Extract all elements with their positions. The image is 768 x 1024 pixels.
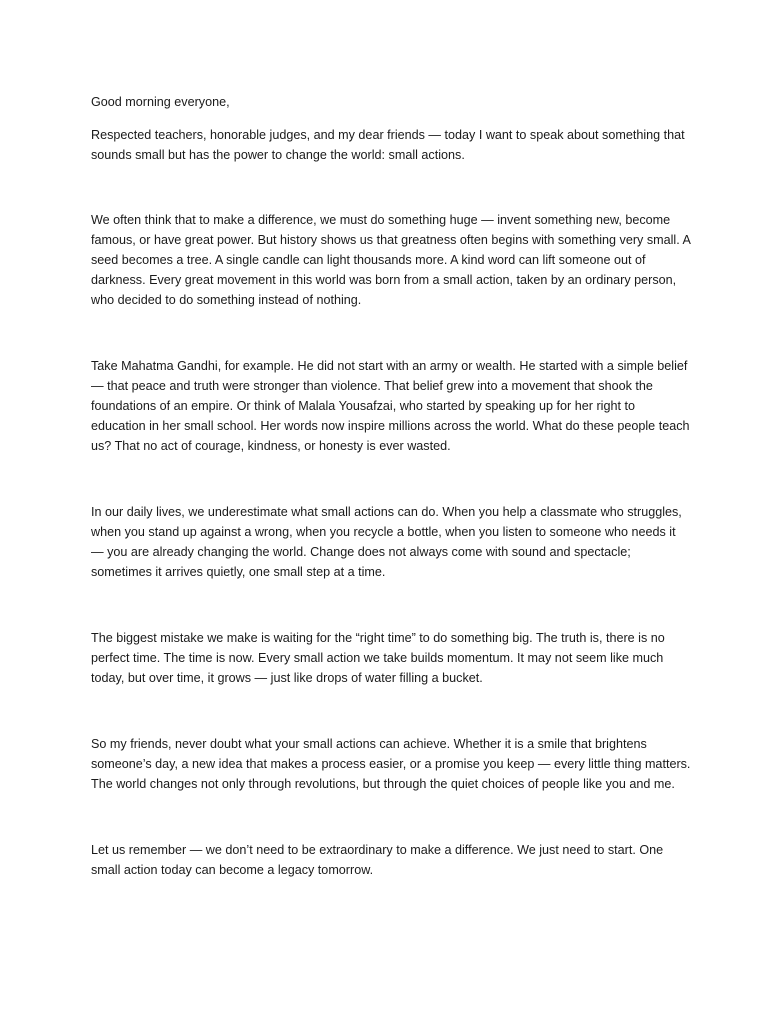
paragraph-examples: Take Mahatma Gandhi, for example. He did not start with an army or wealth. He started with a simple belief — that peace and truth were stronger than violence. That belief grew into a movement that shook the foundations of an empire. Or think of Malala Yousafzai, who started by speaking up for her right to education in her small school. Her words now inspire millions across the world. What do these people teach us? That no act of courage, kindness, or honesty is ever wasted. xyxy=(91,359,690,453)
paragraph-small-beginnings: We often think that to make a difference, we must do something huge — invent something new, become famous, or have great power. But history shows us that greatness often begins with something very small. A seed becomes a tree. A single candle can light thousands more. A kind word can lift someone out of darkness. Every great movement in this world was born from a small action, taken by an ordinary person, who decided to do something instead of nothing. xyxy=(91,213,691,307)
paragraph-never-doubt: So my friends, never doubt what your small actions can achieve. Whether it is a smile that brightens someone’s day, a new idea that makes a process easier, or a promise you keep — every little thing matters. The world changes not only through revolutions, but through the quiet choices of people like you and me. xyxy=(91,737,691,791)
paragraph-right-time: The biggest mistake we make is waiting for the “right time” to do something big. The truth is, there is no perfect time. The time is now. Every small action we take builds momentum. It may not seem like much today, but over time, it grows — just like drops of water filling a bucket. xyxy=(91,631,665,685)
paragraph-conclusion: Let us remember — we don’t need to be extraordinary to make a difference. We just need to start. One small action today can become a legacy tomorrow. xyxy=(91,843,664,877)
greeting-line: Good morning everyone, xyxy=(91,95,230,109)
document-body xyxy=(91,92,691,880)
paragraph-daily-lives: In our daily lives, we underestimate what small actions can do. When you help a classmate who struggles, when you stand up against a wrong, when you recycle a bottle, when you listen to someone who needs it — you are already changing the world. Change does not always come with sound and spectacle; sometimes it arrives quietly, one small step at a time. xyxy=(91,505,682,579)
paragraph-intro: Respected teachers, honorable judges, and my dear friends — today I want to speak about something that sounds small but has the power to change the world: small actions. xyxy=(91,128,685,162)
